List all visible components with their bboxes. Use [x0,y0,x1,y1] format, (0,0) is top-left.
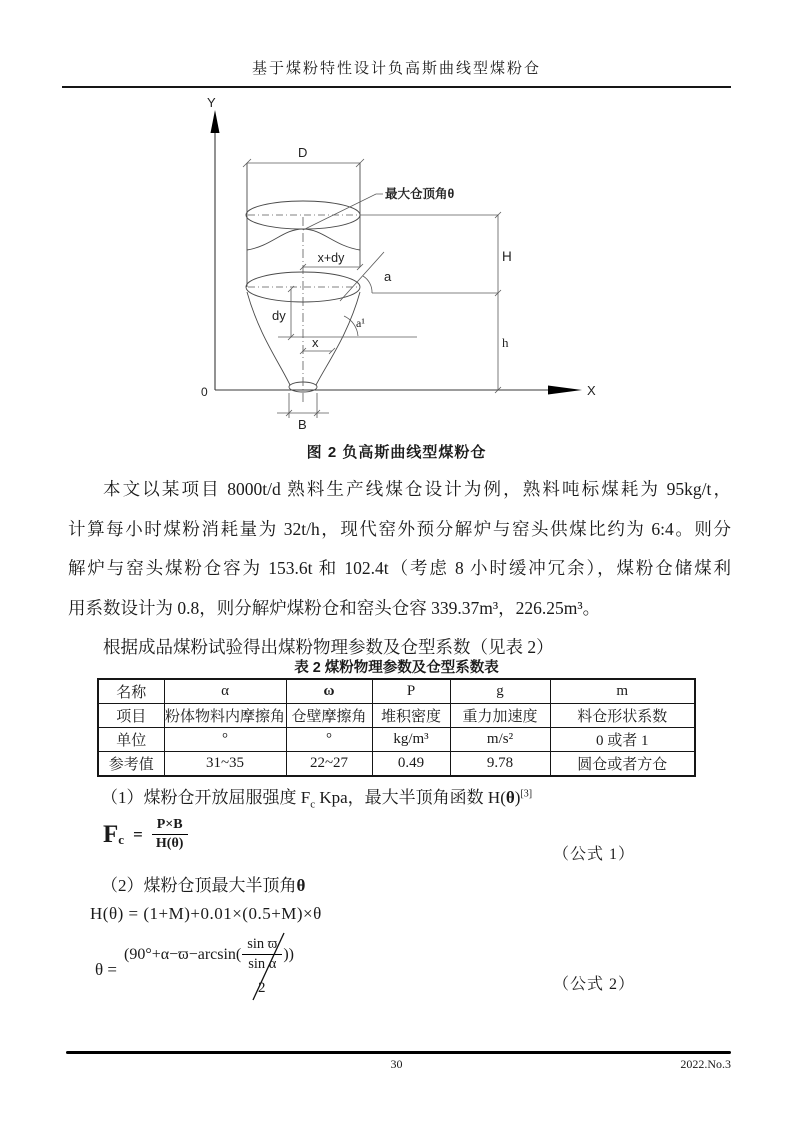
origin-label: 0 [201,385,208,399]
formula-2-open: (90°+α−ϖ−arcsin( [124,945,242,963]
equals-sign: = [133,824,143,844]
paragraph-line: 解炉与窑头煤粉仓容为 153.6t 和 102.4t（考虑 8 小时缓冲冗余），煤粉仓储煤利 [68,558,731,578]
dimension-h [495,293,509,393]
table-cell: ° [164,728,286,752]
table-cell: α [164,679,286,704]
table-cell: ω [286,679,372,704]
x-axis-label: X [587,383,596,398]
issue-label: 2022.No.3 [680,1057,731,1071]
y-axis-label: Y [207,95,216,110]
table-cell: 仓壁摩擦角 [286,704,372,728]
max-top-angle-label: 最大仓顶角θ [385,187,455,201]
table-cell: 22~27 [286,752,372,777]
dimension-x-label: x [312,335,319,350]
table-cell: P [372,679,450,704]
formula-1-numerator: P×B [152,817,188,835]
table-row [98,679,695,704]
angle-a [340,252,392,301]
formula-2-denominator: 2 [258,980,266,996]
table-cell: 名称 [98,679,164,704]
table-cell: m [550,679,695,704]
dimension-x-plus-dy-label: x+dy [317,251,345,265]
formula-2-lhs: θ = [95,960,117,979]
table-caption: 表 2 煤粉物理参数及仓型系数表 [294,660,499,676]
citation-3: [3] [520,788,533,800]
dimension-x [300,335,335,354]
section-2-heading [68,871,305,896]
dimension-D-label: D [298,145,308,160]
table-cell: 0.49 [372,752,450,777]
formula-1-fraction [152,817,188,852]
table-cell: 9.78 [450,752,550,777]
table-row [98,752,695,777]
table-cell: 料仓形状系数 [550,704,695,728]
dimension-H-label: H [502,249,512,264]
formula-2-inner-denominator: sin α [248,956,277,972]
paragraph-line: 本文以某项目 8000t/d 熟料生产线煤仓设计为例，熟料吨标煤耗为 95kg/t， [103,479,731,499]
section-1-heading [68,783,532,810]
angle-a-label: a [384,269,392,284]
table-cell: 参考值 [98,752,164,777]
table-cell: 0 或者 1 [550,728,695,752]
paragraph-line: 用系数设计为 0.8，则分解炉煤粉仓和窑头仓容 339.37m³，226.25m³。 [68,597,601,618]
table-cell: m/s² [450,728,550,752]
max-top-angle-callout [303,186,455,230]
angle-a1-label: a¹ [356,316,365,330]
formula-1-denominator: H(θ) [155,836,184,851]
theta-symbol: θ [505,788,515,807]
dimension-dy [272,286,417,340]
table-cell: 粉体物料内摩擦角 [164,704,286,728]
paragraph-line: 根据成品煤粉试验得出煤粉物理参数及仓型系数（见表 2） [103,637,554,657]
formula-1-label: （公式 1） [553,846,636,863]
subscript-c: c [310,798,316,811]
formula-2-label: （公式 2） [553,976,636,993]
section-1-text: ) [514,788,521,807]
table-cell: 31~35 [164,752,286,777]
table-cell: 单位 [98,728,164,752]
formula-H-theta: H(θ) = (1+M)+0.01×(0.5+M)×θ [90,904,322,923]
y-axis [207,95,220,390]
formula-2-close: )) [283,945,294,963]
page-header-title: 基于煤粉特性设计负高斯曲线型煤粉仓 [251,61,541,77]
header-rule [62,86,731,88]
table-cell: ° [286,728,372,752]
table-row [98,728,695,752]
silo-diagram [180,95,610,440]
dimension-dy-label: dy [272,308,286,323]
formula-1-sub: c [118,831,125,847]
table-cell: kg/m³ [372,728,450,752]
formula-1-F: F [103,820,119,848]
dimension-B-label: B [298,417,307,432]
x-axis [201,383,596,399]
paragraph-line: 计算每小时煤粉消耗量为 32t/h，现代窑外预分解炉与窑头供煤比约为 6:4。则分 [68,518,731,539]
dimension-h-label: h [502,335,509,350]
page-number: 30 [390,1057,403,1071]
formula-2-inner-numerator: sin ϖ [242,936,282,955]
dimension-x-plus-dy [300,251,363,270]
section-1-text: Kpa，最大半顶角函数 H( [315,788,506,807]
table-cell: 重力加速度 [450,704,550,728]
figure-caption: 图 2 负高斯曲线型煤粉仓 [306,444,487,461]
table-cell: 圆仓或者方仓 [550,752,695,777]
formula-1 [103,817,188,852]
formula-2-division-slash [246,930,290,1004]
table-cell: 项目 [98,704,164,728]
dimension-H [360,212,512,296]
body-text [68,470,731,668]
footer-rule [66,1051,731,1054]
theta-symbol: θ [296,876,306,895]
parameters-table [97,678,696,777]
table-row [98,704,695,728]
angle-a1 [344,316,365,336]
table-cell: 堆积密度 [372,704,450,728]
section-2-text: （2）煤粉仓顶最大半顶角 [101,876,297,895]
table-cell: g [450,679,550,704]
dimension-D [243,145,364,167]
section-1-text: （1）煤粉仓开放屈服强度 F [101,788,311,807]
